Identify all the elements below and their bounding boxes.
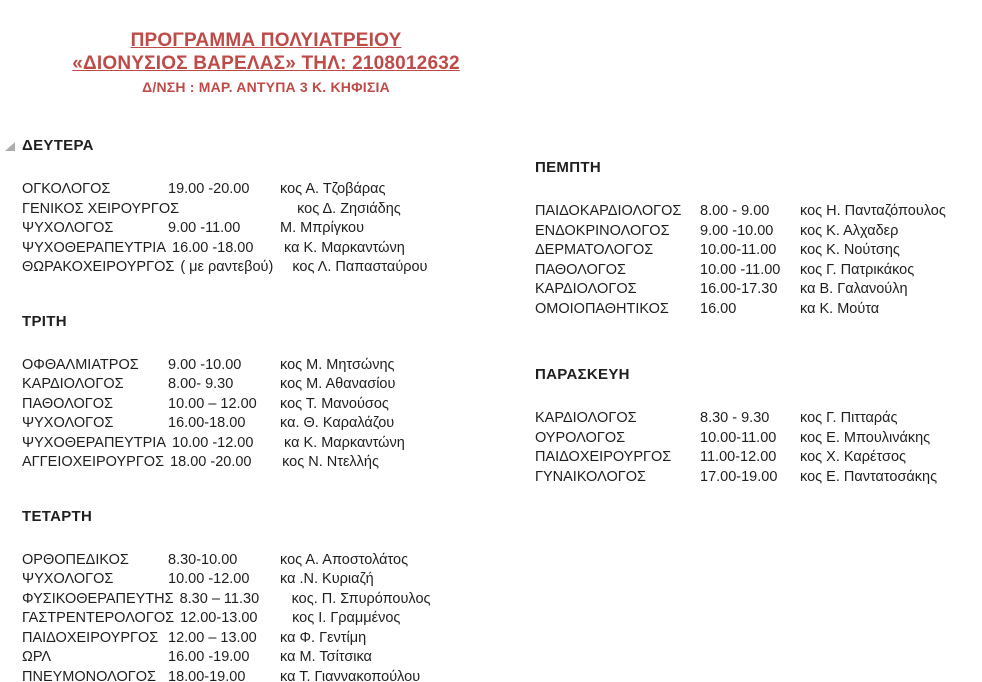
- specialty-label: ΟΜΟΙΟΠΑΘΗΤΙΚΟΣ: [535, 300, 669, 317]
- day-rows: [535, 409, 980, 487]
- specialty-label: ΠΑΘΟΛΟΓΟΣ: [535, 261, 627, 278]
- day-heading: [22, 136, 522, 156]
- specialty-label: ΨΥΧΟΛΟΓΟΣ: [22, 220, 114, 236]
- doctor-name: κα Τ. Γιαννακοπούλου: [280, 668, 421, 682]
- schedule-row: [22, 570, 522, 590]
- time-range: 10.00 – 12.00: [168, 395, 257, 412]
- time-range: 16.00-17.30: [700, 281, 778, 297]
- time-range: 16.00 -18.00: [172, 239, 254, 256]
- specialty-label: ΦΥΣΙΚΟΘΕΡΑΠΕΥΤΗΣ: [22, 590, 174, 607]
- doctor-name: κα Β. Γαλανούλη: [800, 281, 908, 297]
- specialty-label: ΨΥΧΟΘΕΡΑΠΕΥΤΡΙΑ: [22, 434, 166, 451]
- doctor-name: κα Κ. Μαρκαντώνη: [284, 434, 405, 451]
- doctor-name: κος Λ. Παπασταύρου: [292, 259, 428, 275]
- time-range: 10.00 -11.00: [700, 261, 781, 278]
- time-range: 9.00 -10.00: [700, 222, 774, 239]
- specialty-label: ΓΕΝΙΚΟΣ ΧΕΙΡΟΥΡΓΟΣ: [22, 200, 180, 217]
- time-range: 16.00 -19.00: [168, 649, 250, 665]
- page-title: ΠΡΟΓΡΑΜΜΑ ΠΟΛΥΙΑΤΡΕΙΟΥ: [130, 30, 402, 51]
- schedule-row: [22, 551, 522, 571]
- doctor-name: κος Μ. Αθανασίου: [280, 376, 396, 392]
- time-range: 18.00-19.00: [168, 668, 246, 682]
- doctor-name: κος Κ. Νούτσης: [800, 242, 900, 258]
- schedule-row: [535, 222, 980, 242]
- day-rows: [535, 202, 980, 319]
- specialty-label: ΑΓΓΕΙΟΧΕΙΡΟΥΡΓΟΣ: [22, 454, 165, 470]
- time-range: 8.30 – 11.30: [179, 590, 260, 607]
- schedule-row: [535, 429, 980, 449]
- doctor-name: κος. Π. Σπυρόπουλος: [291, 590, 431, 607]
- time-range: 8.00 - 9.00: [700, 203, 770, 219]
- schedule-row: [535, 409, 980, 429]
- specialty-label: ΨΥΧΟΘΕΡΑΠΕΥΤΡΙΑ: [22, 239, 166, 256]
- schedule-row: [22, 219, 522, 239]
- doctor-name: κος Α. Τζοβάρας: [280, 181, 386, 197]
- schedule-row: [22, 239, 522, 259]
- time-range: 10.00-11.00: [700, 429, 777, 446]
- day-heading: [22, 507, 522, 527]
- schedule-row: [22, 356, 522, 376]
- schedule-row: [535, 448, 980, 468]
- time-range: ( με ραντεβού): [180, 259, 274, 275]
- day-section-2: [22, 312, 522, 473]
- schedule-row: [535, 202, 980, 222]
- time-range: 17.00-19.00: [700, 468, 778, 485]
- schedule-row: [22, 648, 522, 668]
- schedule-row: [22, 590, 522, 610]
- doctor-name: κος Η. Πανταζόπουλος: [800, 203, 946, 219]
- schedule-row: [22, 414, 522, 434]
- schedule-row: [535, 261, 980, 281]
- time-range: 19.00 -20.00: [168, 181, 250, 197]
- schedule-row: [535, 241, 980, 261]
- schedule-row: [22, 395, 522, 415]
- specialty-label: ΚΑΡΔΙΟΛΟΓΟΣ: [535, 410, 637, 426]
- doctor-name: κος Τ. Μανούσος: [280, 395, 389, 412]
- specialty-label: ΨΥΧΟΛΟΓΟΣ: [22, 415, 114, 431]
- doctor-name: κος Ε. Παντατοσάκης: [800, 468, 938, 485]
- doctor-name: κος Α. Αποστολάτος: [280, 551, 409, 568]
- time-range: 11.00-12.00: [700, 449, 777, 465]
- doctor-name: κος Χ. Καρέτσος: [800, 449, 906, 465]
- day-name: ΤΕΤΑΡΤΗ: [22, 507, 93, 525]
- specialty-label: ΟΥΡΟΛΟΓΟΣ: [535, 429, 626, 446]
- specialty-label: ΠΝΕΥΜΟΝΟΛΟΓΟΣ: [22, 668, 157, 682]
- time-range: 10.00 -12.00: [168, 571, 250, 587]
- time-range: 10.00 -12.00: [172, 434, 254, 451]
- clinic-name-phone: «ΔΙΟΝΥΣΙΟΣ ΒΑΡΕΛΑΣ» ΤΗΛ: 2108012632: [72, 53, 460, 74]
- specialty-label: ΟΡΘΟΠΕΔΙΚΟΣ: [22, 551, 129, 568]
- schedule-row: [22, 200, 522, 220]
- doctor-name: Μ. Μπρίγκου: [280, 220, 365, 236]
- doctor-name: κα Κ. Μαρκαντώνη: [284, 239, 405, 256]
- time-range: 8.00- 9.30: [168, 376, 234, 392]
- schedule-row: [535, 468, 980, 488]
- day-section-4: [535, 158, 980, 319]
- time-range: 16.00: [700, 300, 737, 317]
- doctor-name: κα Φ. Γεντίμη: [280, 629, 367, 646]
- specialty-label: ΚΑΡΔΙΟΛΟΓΟΣ: [535, 281, 637, 297]
- specialty-label: ΓΥΝΑΙΚΟΛΟΓΟΣ: [535, 468, 646, 485]
- day-heading: [535, 365, 980, 385]
- specialty-label: ΠΑΙΔΟΧΕΙΡΟΥΡΓΟΣ: [535, 449, 672, 465]
- time-range: 12.00-13.00: [180, 610, 258, 626]
- time-range: 9.00 -11.00: [168, 220, 241, 236]
- time-range: 12.00 – 13.00: [168, 629, 257, 646]
- day-section-5: [535, 365, 980, 487]
- schedule-row: [535, 280, 980, 300]
- time-range: 10.00-11.00: [700, 242, 777, 258]
- time-range: 8.30-10.00: [168, 551, 238, 568]
- day-name: ΤΡΙΤΗ: [22, 312, 67, 330]
- schedule-row: [22, 434, 522, 454]
- doctor-name: κος Ν. Ντελλής: [282, 454, 379, 470]
- specialty-label: ΓΑΣΤΡΕΝΤΕΡΟΛΟΓΟΣ: [22, 610, 175, 626]
- doctor-name: κος Γ. Πιτταράς: [800, 410, 898, 426]
- time-range: 16.00-18.00: [168, 415, 246, 431]
- doctor-name: κος Γ. Πατρικάκος: [800, 261, 915, 278]
- day-name: ΠΕΜΠΤΗ: [535, 159, 601, 176]
- schedule-row: [22, 180, 522, 200]
- specialty-label: ΚΑΡΔΙΟΛΟΓΟΣ: [22, 376, 124, 392]
- schedule-row: [22, 629, 522, 649]
- schedule-column-left: [22, 136, 522, 682]
- time-range: 8.30 - 9.30: [700, 410, 770, 426]
- schedule-row: [22, 375, 522, 395]
- day-heading: [22, 312, 522, 332]
- day-section-3: [22, 507, 522, 682]
- schedule-row: [22, 609, 522, 629]
- doctor-name: κα Μ. Τσίτσικα: [280, 649, 372, 665]
- specialty-label: ΩΡΛ: [22, 649, 52, 665]
- time-range: 18.00 -20.00: [170, 454, 252, 470]
- day-rows: [22, 551, 522, 682]
- time-range: 9.00 -10.00: [168, 356, 242, 373]
- doctor-name: κος Ι. Γραμμένος: [292, 610, 401, 626]
- document-header: [8, 29, 524, 98]
- specialty-label: ΕΝΔΟΚΡΙΝΟΛΟΓΟΣ: [535, 222, 670, 239]
- schedule-row: [22, 453, 522, 473]
- schedule-column-right: [535, 158, 980, 521]
- doctor-name: κα .Ν. Κυριαζή: [280, 571, 374, 587]
- day-rows: [22, 356, 522, 473]
- specialty-label: ΟΦΘΑΛΜΙΑΤΡΟΣ: [22, 356, 139, 373]
- specialty-label: ΔΕΡΜΑΤΟΛΟΓΟΣ: [535, 242, 654, 258]
- schedule-row: [535, 300, 980, 320]
- specialty-label: ΠΑΙΔΟΚΑΡΔΙΟΛΟΓΟΣ: [535, 203, 682, 219]
- specialty-label: ΠΑΙΔΟΧΕΙΡΟΥΡΓΟΣ: [22, 629, 159, 646]
- clinic-address: Δ/ΝΣΗ : ΜΑΡ. ΑΝΤΥΠΑ 3 Κ. ΚΗΦΙΣΙΑ: [142, 79, 390, 95]
- day-name: ΠΑΡΑΣΚΕΥΗ: [535, 366, 630, 383]
- doctor-name: κα. Θ. Καραλάζου: [280, 415, 395, 431]
- specialty-label: ΨΥΧΟΛΟΓΟΣ: [22, 571, 114, 587]
- doctor-name: κα Κ. Μούτα: [800, 300, 880, 317]
- specialty-label: ΠΑΘΟΛΟΓΟΣ: [22, 395, 114, 412]
- doctor-name: κος Δ. Ζησιάδης: [297, 200, 401, 217]
- schedule-row: [22, 668, 522, 682]
- doctor-name: κος Ε. Μπουλινάκης: [800, 429, 931, 446]
- doctor-name: κος Μ. Μητσώνης: [280, 356, 395, 373]
- day-section-1: [22, 136, 522, 278]
- doctor-name: κος Κ. Αλχαδερ: [800, 222, 899, 239]
- day-name: ΔΕΥΤΕΡΑ: [22, 137, 94, 154]
- collapse-heading-icon[interactable]: [5, 142, 15, 151]
- day-rows: [22, 180, 522, 278]
- schedule-row: [22, 258, 522, 278]
- day-heading: [535, 158, 980, 178]
- specialty-label: ΟΓΚΟΛΟΓΟΣ: [22, 181, 111, 197]
- specialty-label: ΘΩΡΑΚΟΧΕΙΡΟΥΡΓΟΣ: [22, 259, 175, 275]
